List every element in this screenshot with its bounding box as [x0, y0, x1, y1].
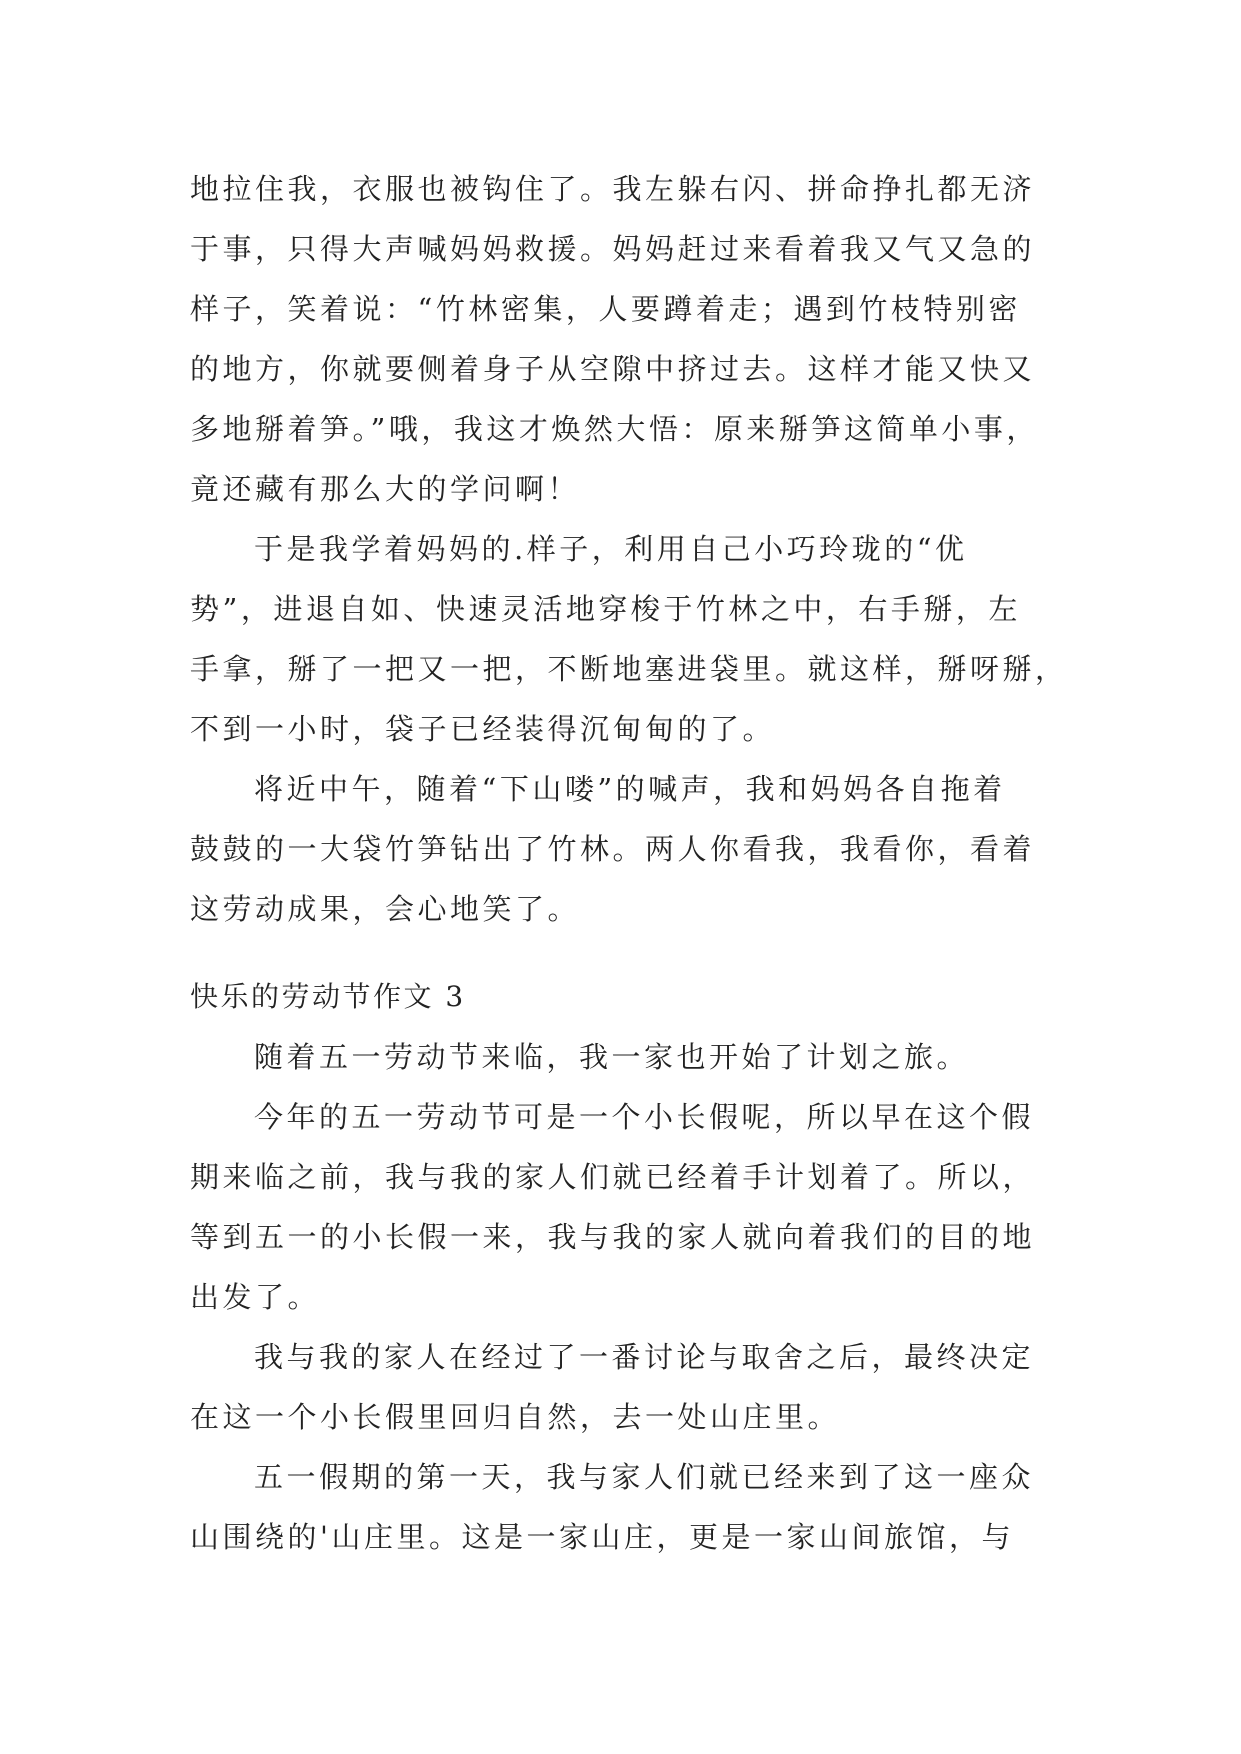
text-line: 于事，只得大声喊妈妈救援。妈妈赶过来看着我又气又急的	[190, 232, 1036, 266]
text-line: 于是我学着妈妈的.样子，利用自己小巧玲珑的“优	[254, 532, 968, 566]
text-line: 将近中午，随着“下山喽”的喊声，我和妈妈各自拖着	[254, 772, 1006, 806]
text-line: 手拿，掰了一把又一把，不断地塞进袋里。就这样，掰呀掰，	[190, 652, 1068, 686]
paragraph-6	[190, 1327, 1070, 1447]
text-line: 地拉住我，衣服也被钩住了。我左躲右闪、拼命挣扎都无济	[190, 172, 1036, 206]
section-heading: 快乐的劳动节作文 3	[190, 980, 466, 1013]
essay-body-top	[190, 159, 1070, 939]
text-line: 山围绕的'山庄里。这是一家山庄，更是一家山间旅馆，与	[190, 1520, 1014, 1554]
paragraph-4	[190, 1027, 1070, 1087]
paragraph-7	[190, 1447, 1070, 1567]
text-line: 势”，进退自如、快速灵活地穿梭于竹林之中，右手掰，左	[190, 592, 1021, 626]
text-line: 鼓鼓的一大袋竹笋钻出了竹林。两人你看我，我看你，看着	[190, 832, 1036, 866]
text-line: 出发了。	[190, 1280, 321, 1314]
text-line: 今年的五一劳动节可是一个小长假呢，所以早在这个假	[254, 1100, 1035, 1134]
text-line: 不到一小时，袋子已经装得沉甸甸的了。	[190, 712, 776, 746]
text-line: 等到五一的小长假一来，我与我的家人就向着我们的目的地	[190, 1220, 1036, 1254]
text-line: 多地掰着笋。”哦，我这才焕然大悟：原来掰笋这简单小事，	[190, 412, 1039, 446]
text-line: 这劳动成果，会心地笑了。	[190, 892, 581, 926]
text-line: 样子，笑着说：“竹林密集，人要蹲着走；遇到竹枝特别密	[190, 292, 1021, 326]
text-line: 我与我的家人在经过了一番讨论与取舍之后，最终决定	[254, 1340, 1035, 1374]
paragraph-1	[190, 159, 1070, 519]
text-line: 期来临之前，我与我的家人们就已经着手计划着了。所以，	[190, 1160, 1036, 1194]
text-line: 随着五一劳动节来临，我一家也开始了计划之旅。	[254, 1040, 970, 1074]
paragraph-2	[190, 519, 1070, 759]
paragraph-5	[190, 1087, 1070, 1327]
text-line: 竟还藏有那么大的学问啊！	[190, 472, 581, 506]
text-line: 在这一个小长假里回归自然，去一处山庄里。	[190, 1400, 841, 1434]
essay-body-bottom	[190, 967, 1070, 1567]
text-line: 的地方，你就要侧着身子从空隙中挤过去。这样才能又快又	[190, 352, 1036, 386]
text-line: 五一假期的第一天，我与家人们就已经来到了这一座众	[254, 1460, 1035, 1494]
paragraph-3	[190, 759, 1070, 939]
